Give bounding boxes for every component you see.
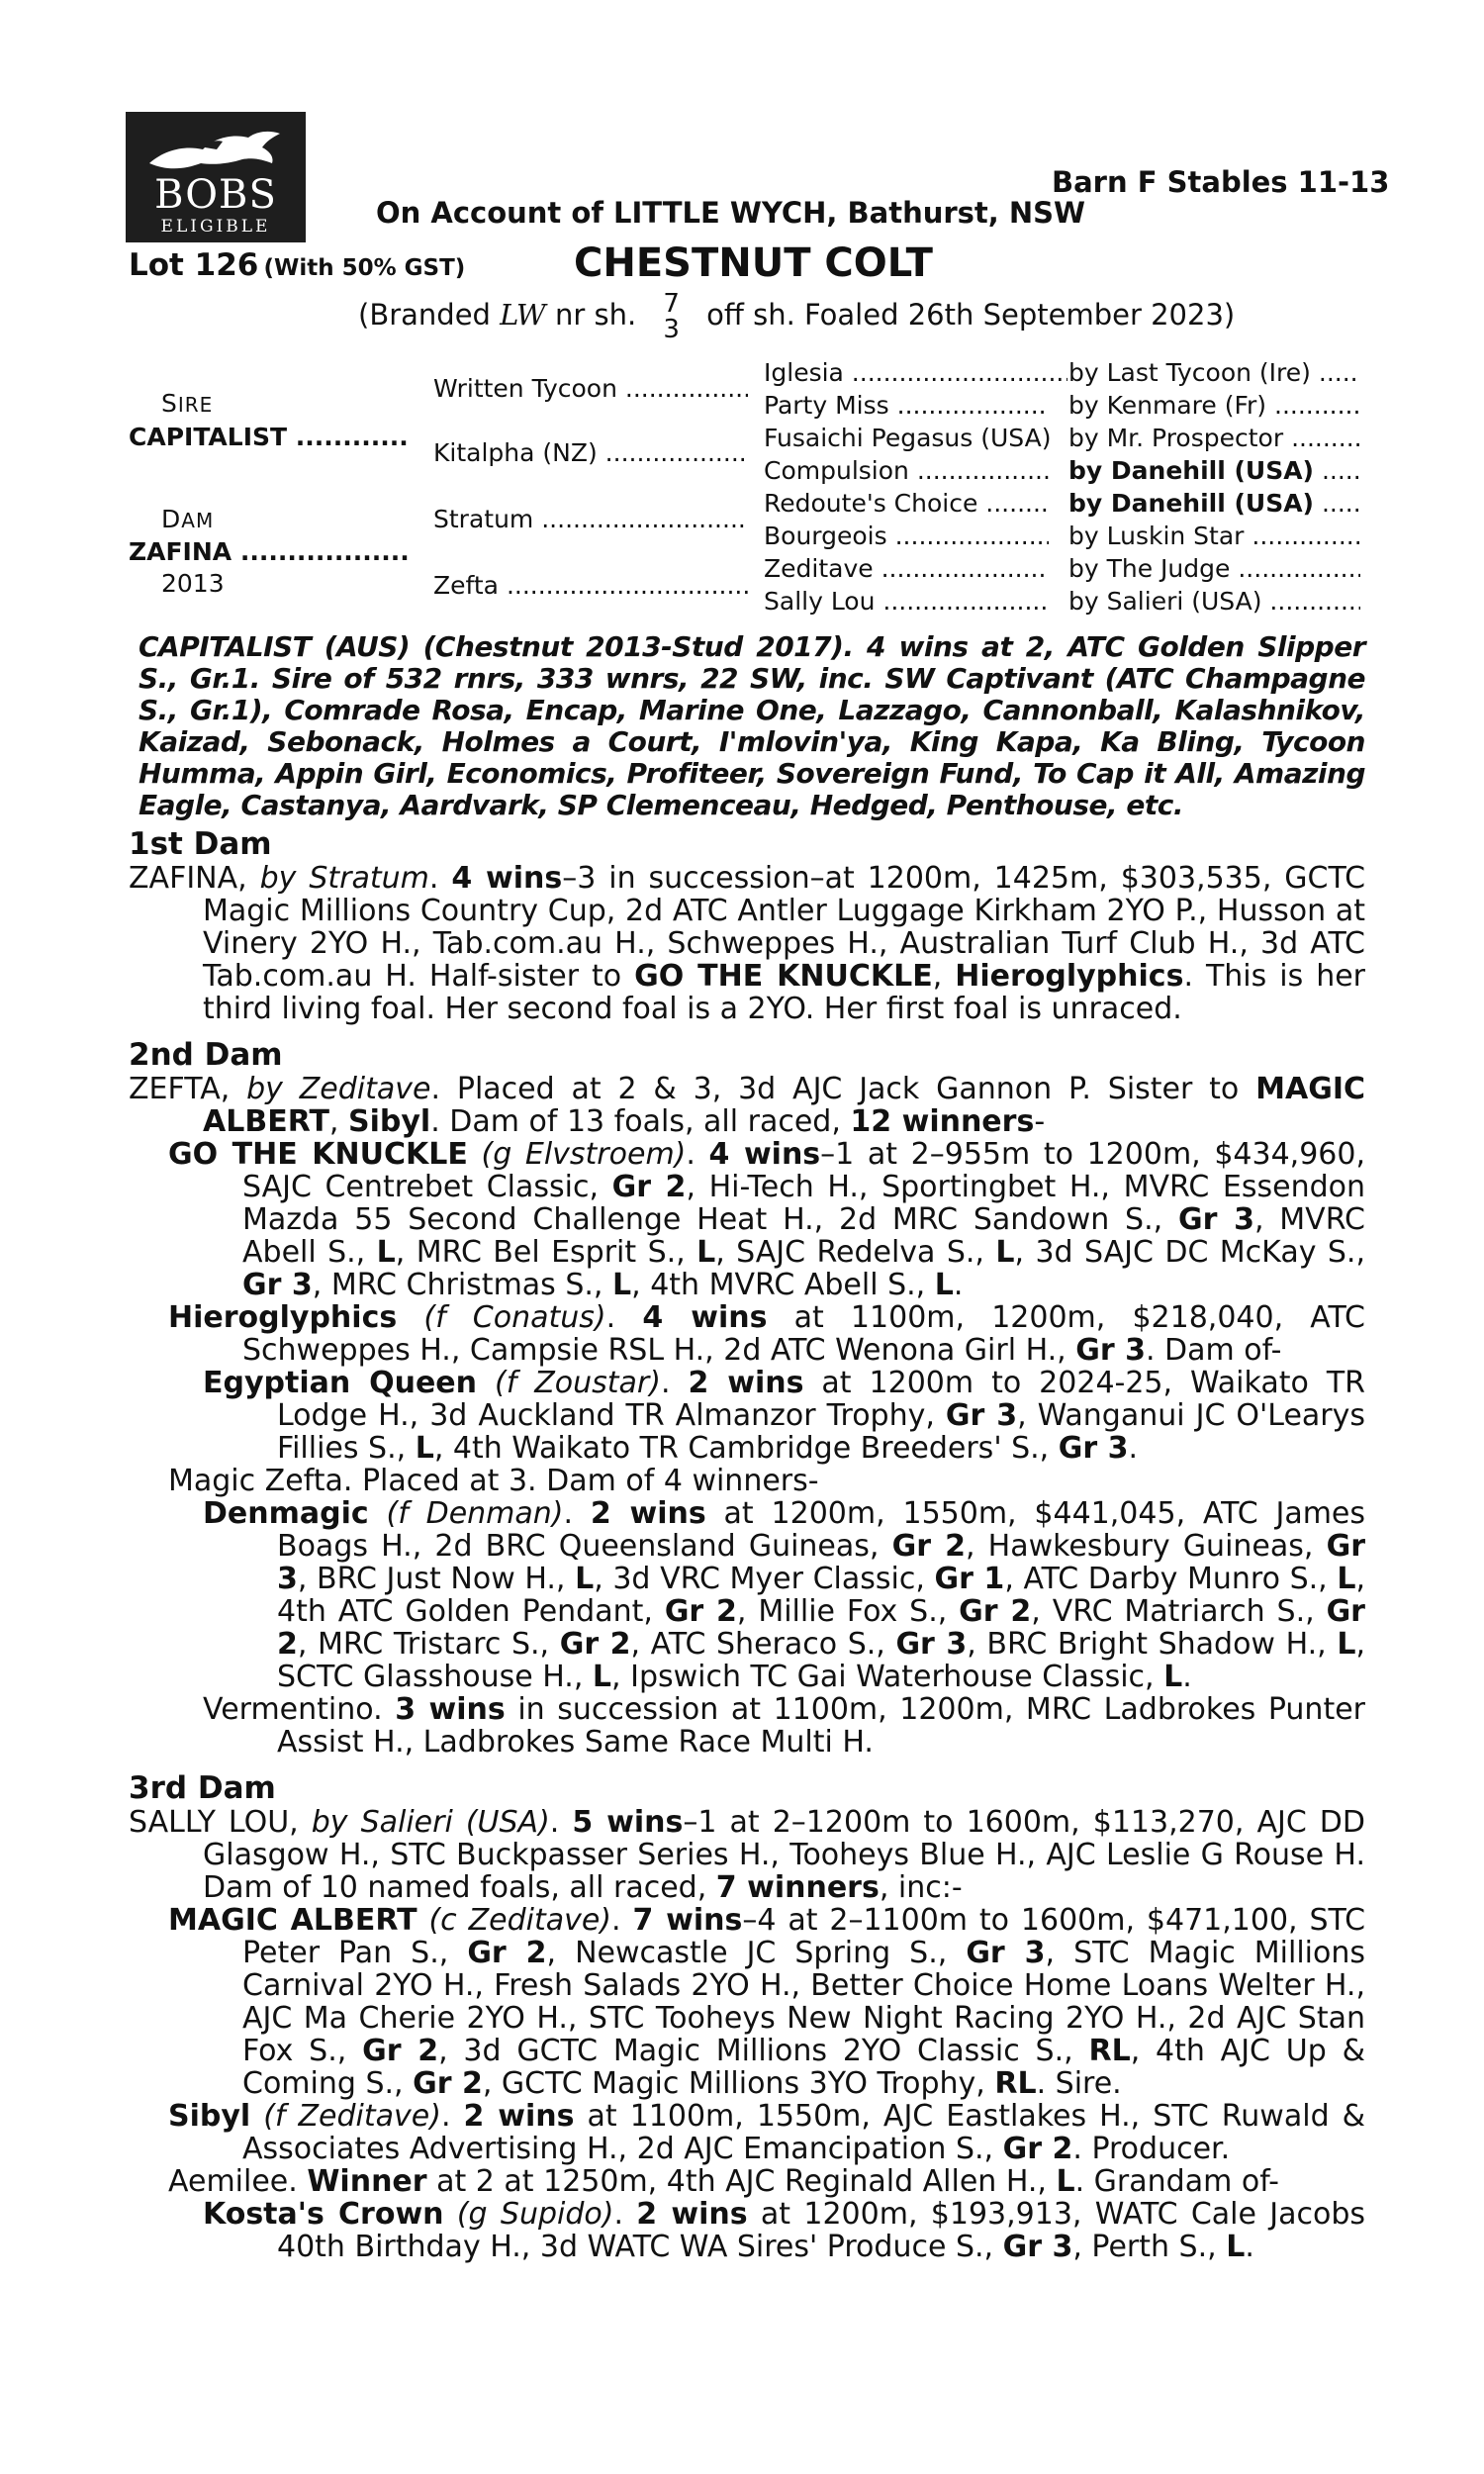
text: , GCTC Magic Millions 3YO Trophy, xyxy=(482,2066,995,2101)
text: , SCTC Glasshouse H., xyxy=(277,1627,1365,1694)
wins: 7 wins xyxy=(632,1903,743,1938)
dam2-sire: by Zeditave xyxy=(246,1072,431,1106)
pedigree-gen3-5 xyxy=(764,489,1049,518)
dam1-sep: . xyxy=(428,861,452,896)
text: , SAJC Redelva S., xyxy=(715,1235,996,1270)
pedigree-gen3-4 xyxy=(764,456,1049,485)
pedigree-gen4-1 xyxy=(1068,358,1360,387)
sep: . xyxy=(686,1137,709,1172)
dam2-text: . Placed at 2 & 3, 3d AJC Jack Gannon P. Sister to xyxy=(430,1072,1256,1106)
listed: L xyxy=(1337,1627,1356,1662)
text: , 4th AJC Up & Coming S., xyxy=(242,2034,1365,2101)
gen3-5-text: Redoute's Choice xyxy=(764,489,978,518)
listed: L xyxy=(592,1660,612,1694)
dam2-text-3: - xyxy=(1034,1104,1046,1139)
horse-sex-sire: (f Zeditave) xyxy=(250,2099,441,2134)
wins: 4 wins xyxy=(642,1300,768,1335)
grade: Gr 2 xyxy=(891,1529,966,1564)
text: –4 at 2–1100m to 1600m, $471,100, STC Peter Pan S., xyxy=(242,1903,1366,1970)
dam-year: 2013 xyxy=(161,569,225,598)
lot-title: CHESTNUT COLT xyxy=(574,240,933,286)
dam1-name: ZAFINA, xyxy=(129,861,260,896)
gen4-6-text: by Luskin Star xyxy=(1068,522,1245,550)
horse-name: Aemilee. xyxy=(168,2164,308,2199)
wins: 3 wins xyxy=(395,1692,506,1727)
gen2-1-text: Written Tycoon xyxy=(433,374,617,403)
text: . Grandam of- xyxy=(1074,2164,1279,2199)
gen2-2-text: Kitalpha (NZ) xyxy=(433,438,598,467)
pedigree-gen3-2 xyxy=(764,391,1049,420)
sep: . xyxy=(549,1805,573,1840)
text: , MRC Bel Esprit S., xyxy=(395,1235,697,1270)
dam-label: DAM xyxy=(161,505,215,533)
text: . Producer. xyxy=(1072,2132,1231,2166)
text: , Millie Fox S., xyxy=(736,1594,960,1629)
text: , MRC Tristarc S., xyxy=(297,1627,560,1662)
text: , Hawkesbury Guineas, xyxy=(965,1529,1327,1564)
dam1-text-2: . This is her third living foal. Her second foal is a 2YO. Her first foal is unraced. xyxy=(203,959,1365,1026)
gen3-7-text: Zeditave xyxy=(764,554,874,583)
pedigree-gen2-2 xyxy=(433,438,748,467)
restricted-listed: RL xyxy=(1088,2034,1131,2068)
listed: L xyxy=(1056,2164,1075,2199)
gen3-6-text: Bourgeois xyxy=(764,522,887,550)
text: , 4th MVRC Abell S., xyxy=(631,1268,935,1302)
text: , Wanganui JC O'Learys Fillies S., xyxy=(277,1398,1366,1466)
horse-sex-sire: (c Zeditave) xyxy=(417,1903,612,1938)
text: , Newcastle JC Spring S., xyxy=(546,1936,967,1970)
text: . xyxy=(1182,1660,1192,1694)
gen3-4-text: Compulsion xyxy=(764,456,909,485)
dam2-paragraph xyxy=(129,1073,1365,1138)
text: , MRC Christmas S., xyxy=(312,1268,612,1302)
listed: L xyxy=(696,1235,716,1270)
text: . xyxy=(1128,1431,1139,1466)
racehorse-icon xyxy=(145,124,286,179)
text: at 1200m to 2024-25, Waikato TR Lodge H., 3d Auckland TR Almanzor Trophy, xyxy=(277,1366,1365,1433)
gen3-1-text: Iglesia xyxy=(764,358,844,387)
branding-line xyxy=(358,291,1235,342)
text: . xyxy=(953,1268,964,1302)
listed: L xyxy=(1226,2230,1246,2264)
progeny-sibyl xyxy=(168,2100,1365,2165)
progeny-aemilee xyxy=(168,2165,1365,2198)
text: , MVRC Abell S., xyxy=(242,1202,1365,1270)
listed: L xyxy=(995,1235,1015,1270)
section-1st-dam: 1st Dam xyxy=(129,826,272,862)
gen2-4-text: Zefta xyxy=(433,571,499,600)
bobs-eligible-logo xyxy=(126,112,306,242)
pedigree-gen3-8 xyxy=(764,587,1049,616)
horse-name: MAGIC ALBERT xyxy=(168,1903,417,1938)
listed: L xyxy=(376,1235,396,1270)
text: –1 at 2–1200m to 1600m, $113,270, AJC DD Glasgow H., STC Buckpasser Series H., Tooheys Blue H., AJC Leslie G Rouse H. Dam of 10 named foals, all raced, xyxy=(203,1805,1366,1905)
dam3-paragraph xyxy=(129,1806,1365,1904)
gen4-8-text: by Salieri (USA) xyxy=(1068,587,1262,616)
dam2-sibling-1: MAGIC ALBERT xyxy=(203,1072,1365,1139)
dam1-wins: 4 wins xyxy=(451,861,563,896)
text: , Hi-Tech H., Sportingbet H., MVRC Essendon Mazda 55 Second Challenge Heat H., 2d MRC Sandown S., xyxy=(242,1170,1365,1237)
dam-name xyxy=(129,537,411,566)
pedigree-gen3-1 xyxy=(764,358,1067,387)
gst-note: (With 50% GST) xyxy=(263,255,466,281)
text: , ATC Sheraco S., xyxy=(630,1627,896,1662)
pedigree-gen4-6 xyxy=(1068,522,1360,550)
horse-sex-sire: (g Elvstroem) xyxy=(467,1137,687,1172)
fraction-bottom: 3 xyxy=(663,315,680,344)
dam1-sire: by Stratum xyxy=(259,861,429,896)
lot-line xyxy=(129,247,465,283)
text: in succession at 1100m, 1200m, MRC Ladbrokes Punter Assist H., Ladbrokes Same Race Multi H. xyxy=(277,1692,1365,1760)
dam1-comma: , xyxy=(932,959,956,994)
pedigree-gen4-7 xyxy=(1068,554,1360,583)
grade: Gr 2 xyxy=(959,1594,1032,1629)
sep: . xyxy=(611,1903,633,1938)
catalogue-body xyxy=(129,826,1365,2263)
text: –1 at 2–955m to 1200m, $434,960, SAJC Centrebet Classic, xyxy=(242,1137,1366,1204)
pedigree-gen3-6 xyxy=(764,522,1049,550)
grade: Gr 2 xyxy=(559,1627,631,1662)
grade: Gr 2 xyxy=(611,1170,687,1204)
progeny-hieroglyphics xyxy=(168,1301,1365,1367)
pedigree-gen3-7 xyxy=(764,554,1049,583)
text: , inc:- xyxy=(879,1870,963,1905)
brand-fraction xyxy=(663,291,680,342)
gen3-2-text: Party Miss xyxy=(764,391,889,420)
grade: Gr 2 xyxy=(277,1594,1365,1662)
grade: Gr 2 xyxy=(664,1594,737,1629)
pedigree-gen4-5 xyxy=(1068,489,1360,518)
section-3rd-dam: 3rd Dam xyxy=(129,1770,276,1806)
text: , 4th Waikato TR Cambridge Breeders' S., xyxy=(433,1431,1059,1466)
progeny-vermentino xyxy=(203,1693,1365,1759)
text: , BRC Just Now H., xyxy=(297,1562,576,1596)
dam1-half-sibling-1: GO THE KNUCKLE xyxy=(634,959,933,994)
grade: Gr 3 xyxy=(242,1268,313,1302)
progeny-kostas-crown xyxy=(203,2198,1365,2263)
progeny-magic-albert xyxy=(168,1904,1365,2100)
horse-sex-sire: (f Denman) xyxy=(368,1496,564,1531)
gen4-2-text: by Kenmare (Fr) xyxy=(1068,391,1267,420)
sire-name xyxy=(129,423,411,451)
pedigree-gen4-2 xyxy=(1068,391,1360,420)
dam2-text-2: . Dam of 13 foals, all raced, xyxy=(430,1104,851,1139)
barn-location: Barn F Stables 11-13 xyxy=(1052,165,1390,199)
horse-name: GO THE KNUCKLE xyxy=(168,1137,468,1172)
gen3-3-text: Fusaichi Pegasus (USA) xyxy=(764,424,1052,452)
horse-name: Hieroglyphics xyxy=(168,1300,398,1335)
text: , VRC Matriarch S., xyxy=(1031,1594,1327,1629)
sire-summary: CAPITALIST (AUS) (Chestnut 2013-Stud 2017). 4 wins at 2, ATC Golden Slipper S., Gr.1. Sire of 532 rnrs, 333 wnrs, 22 SW, inc. SW Captivant (ATC Champagne S., Gr.1), Comrade Rosa, Encap, Marine One, Lazzago, Cannonball, Kalashnikov, Kaizad, Sebonack, Holmes a Court, I'mlovin'ya, King Kapa, Ka Bling, Tycoon Humma, Appin Girl, Economics, Profiteer, Sovereign Fund, To Cap it All, Amazing Eagle, Castanya, Aardvark, SP Clemenceau, Hedged, Penthouse, etc. xyxy=(139,630,1365,821)
sep: . xyxy=(563,1496,591,1531)
text: at 1200m, $193,913, WATC Cale Jacobs 40th Birthday H., 3d WATC WA Sires' Produce S., xyxy=(277,2197,1366,2264)
vendor-line: On Account of LITTLE WYCH, Bathurst, NSW xyxy=(376,196,1086,230)
branded-post: off sh. Foaled 26th September 2023) xyxy=(706,298,1236,332)
text: at 2 at 1250m, 4th AJC Reginald Allen H., xyxy=(426,2164,1057,2199)
horse-sex-sire: (f Zoustar) xyxy=(477,1366,661,1400)
grade: Gr 3 xyxy=(277,1529,1365,1596)
pedigree-gen2-4 xyxy=(433,571,748,600)
text: at 1100m, 1550m, AJC Eastlakes H., STC Ruwald & Associates Advertising H., 2d AJC Emancipation S., xyxy=(242,2099,1366,2166)
text: , BRC Bright Shadow H., xyxy=(967,1627,1338,1662)
progeny-egyptian-queen xyxy=(203,1367,1365,1465)
text: , 3d SAJC DC McKay S., xyxy=(1014,1235,1365,1270)
listed: L xyxy=(575,1562,595,1596)
horse-name: Vermentino. xyxy=(203,1692,396,1727)
dam2-comma: , xyxy=(328,1104,348,1139)
dam3-winners: 7 winners xyxy=(715,1870,880,1905)
text: , ATC Darby Munro S., xyxy=(1004,1562,1338,1596)
sep: . xyxy=(605,1300,643,1335)
gen4-7-text: by The Judge xyxy=(1068,554,1231,583)
text: , 3d GCTC Magic Millions 2YO Classic S., xyxy=(438,2034,1089,2068)
grade: Gr 3 xyxy=(1075,1333,1146,1368)
pedigree-gen2-3 xyxy=(433,505,748,533)
grade: Gr 3 xyxy=(1058,1431,1129,1466)
progeny-magic-zefta xyxy=(168,1465,1365,1497)
text: , 4th ATC Golden Pendant, xyxy=(277,1562,1365,1629)
progeny-denmagic xyxy=(203,1497,1365,1693)
grade: Gr 3 xyxy=(895,1627,968,1662)
listed: L xyxy=(1337,1562,1356,1596)
pedigree-gen2-1 xyxy=(433,374,748,403)
pedigree-gen4-8 xyxy=(1068,587,1360,616)
text: at 1100m, 1200m, $218,040, ATC Schweppes H., Campsie RSL H., 2d ATC Wenona Girl H., xyxy=(242,1300,1365,1368)
lot-number: Lot 126 xyxy=(129,247,259,283)
listed: L xyxy=(612,1268,632,1302)
gen4-1-text: by Last Tycoon (Ire) xyxy=(1068,358,1311,387)
sep: . xyxy=(613,2197,637,2232)
listed: L xyxy=(415,1431,434,1466)
grade: Gr 3 xyxy=(1177,1202,1254,1237)
text: , STC Magic Millions Carnival 2YO H., Fresh Salads 2YO H., Better Choice Home Loans Welter H., AJC Ma Cherie 2YO H., STC Tooheys New Night Racing 2YO H., 2d AJC Stan Fox S., xyxy=(242,1936,1365,2068)
wins: Winner xyxy=(307,2164,427,2199)
gen4-3-text: by Mr. Prospector xyxy=(1068,424,1284,452)
brand-mark: LW xyxy=(500,298,546,332)
grade: Gr 2 xyxy=(1002,2132,1073,2166)
listed: L xyxy=(934,1268,954,1302)
text: . xyxy=(1245,2230,1254,2264)
grade: Gr 3 xyxy=(1002,2230,1073,2264)
dam3-wins: 5 wins xyxy=(572,1805,684,1840)
wins: 2 wins xyxy=(590,1496,706,1531)
text: , Perth S., xyxy=(1072,2230,1227,2264)
horse-name: Denmagic xyxy=(203,1496,369,1531)
dam-name-text: ZAFINA xyxy=(129,537,232,566)
text: , Ipswich TC Gai Waterhouse Classic, xyxy=(611,1660,1164,1694)
grade: Gr 2 xyxy=(362,2034,439,2068)
wins: 4 wins xyxy=(708,1137,821,1172)
grade: Gr 2 xyxy=(413,2066,483,2101)
dam3-name: SALLY LOU, xyxy=(129,1805,312,1840)
progeny-go-the-knuckle xyxy=(168,1138,1365,1301)
horse-sex-sire: (f Conatus) xyxy=(397,1300,606,1335)
restricted-listed: RL xyxy=(994,2066,1037,2101)
grade: Gr 2 xyxy=(467,1936,547,1970)
dam2-sibling-2: Sibyl xyxy=(348,1104,431,1139)
pedigree-gen4-3 xyxy=(1068,424,1360,452)
branded-pre: (Branded xyxy=(358,298,491,332)
grade: Gr 1 xyxy=(934,1562,1005,1596)
wins: 2 wins xyxy=(636,2197,748,2232)
wins: 2 wins xyxy=(688,1366,804,1400)
horse-name: Kosta's Crown xyxy=(203,2197,444,2232)
text: . Sire. xyxy=(1036,2066,1122,2101)
horse-name: Sibyl xyxy=(168,2099,251,2134)
dam1-paragraph xyxy=(129,862,1365,1025)
gen4-5-text: by Danehill (USA) xyxy=(1068,489,1314,518)
magic-zefta-text: Magic Zefta. Placed at 3. Dam of 4 winners- xyxy=(168,1464,819,1498)
gen4-4-text: by Danehill (USA) xyxy=(1068,456,1314,485)
horse-name: Egyptian Queen xyxy=(203,1366,478,1400)
logo-sub-text: ELIGIBLE xyxy=(160,217,271,237)
pedigree-gen3-3 xyxy=(764,424,1061,452)
fraction-top: 7 xyxy=(663,289,680,319)
logo-brand-text: BOBS xyxy=(154,172,277,218)
grade: Gr 3 xyxy=(945,1398,1018,1433)
sire-name-text: CAPITALIST xyxy=(129,423,288,451)
dam1-text: –3 in succession–at 1200m, 1425m, $303,535, GCTC Magic Millions Country Cup, 2d ATC Antler Luggage Kirkham 2YO P., Husson at Vinery 2YO H., Tab.com.au H., Schweppes H., Australian Turf Club H., 3d ATC Tab.com.au H. Half-sister to xyxy=(203,861,1366,994)
sep: . xyxy=(660,1366,689,1400)
pedigree-gen4-4 xyxy=(1068,456,1360,485)
wins: 2 wins xyxy=(463,2099,575,2134)
dam3-sire: by Salieri (USA) xyxy=(311,1805,550,1840)
dam1-half-sibling-2: Hieroglyphics xyxy=(955,959,1184,994)
gen3-8-text: Sally Lou xyxy=(764,587,876,616)
horse-sex-sire: (g Supido) xyxy=(443,2197,614,2232)
grade: Gr 3 xyxy=(966,1936,1046,1970)
section-2nd-dam: 2nd Dam xyxy=(129,1037,283,1073)
text: at 1200m, 1550m, $441,045, ATC James Boags H., 2d BRC Queensland Guineas, xyxy=(277,1496,1366,1564)
dam2-name: ZEFTA, xyxy=(129,1072,247,1106)
sep: . xyxy=(440,2099,464,2134)
text: . Dam of- xyxy=(1145,1333,1282,1368)
gen2-3-text: Stratum xyxy=(433,505,534,533)
sire-label: SIRE xyxy=(161,389,214,418)
listed: L xyxy=(1163,1660,1183,1694)
dam2-winners: 12 winners xyxy=(850,1104,1035,1139)
branded-mid: nr sh. xyxy=(554,298,637,332)
text: , 3d VRC Myer Classic, xyxy=(594,1562,935,1596)
